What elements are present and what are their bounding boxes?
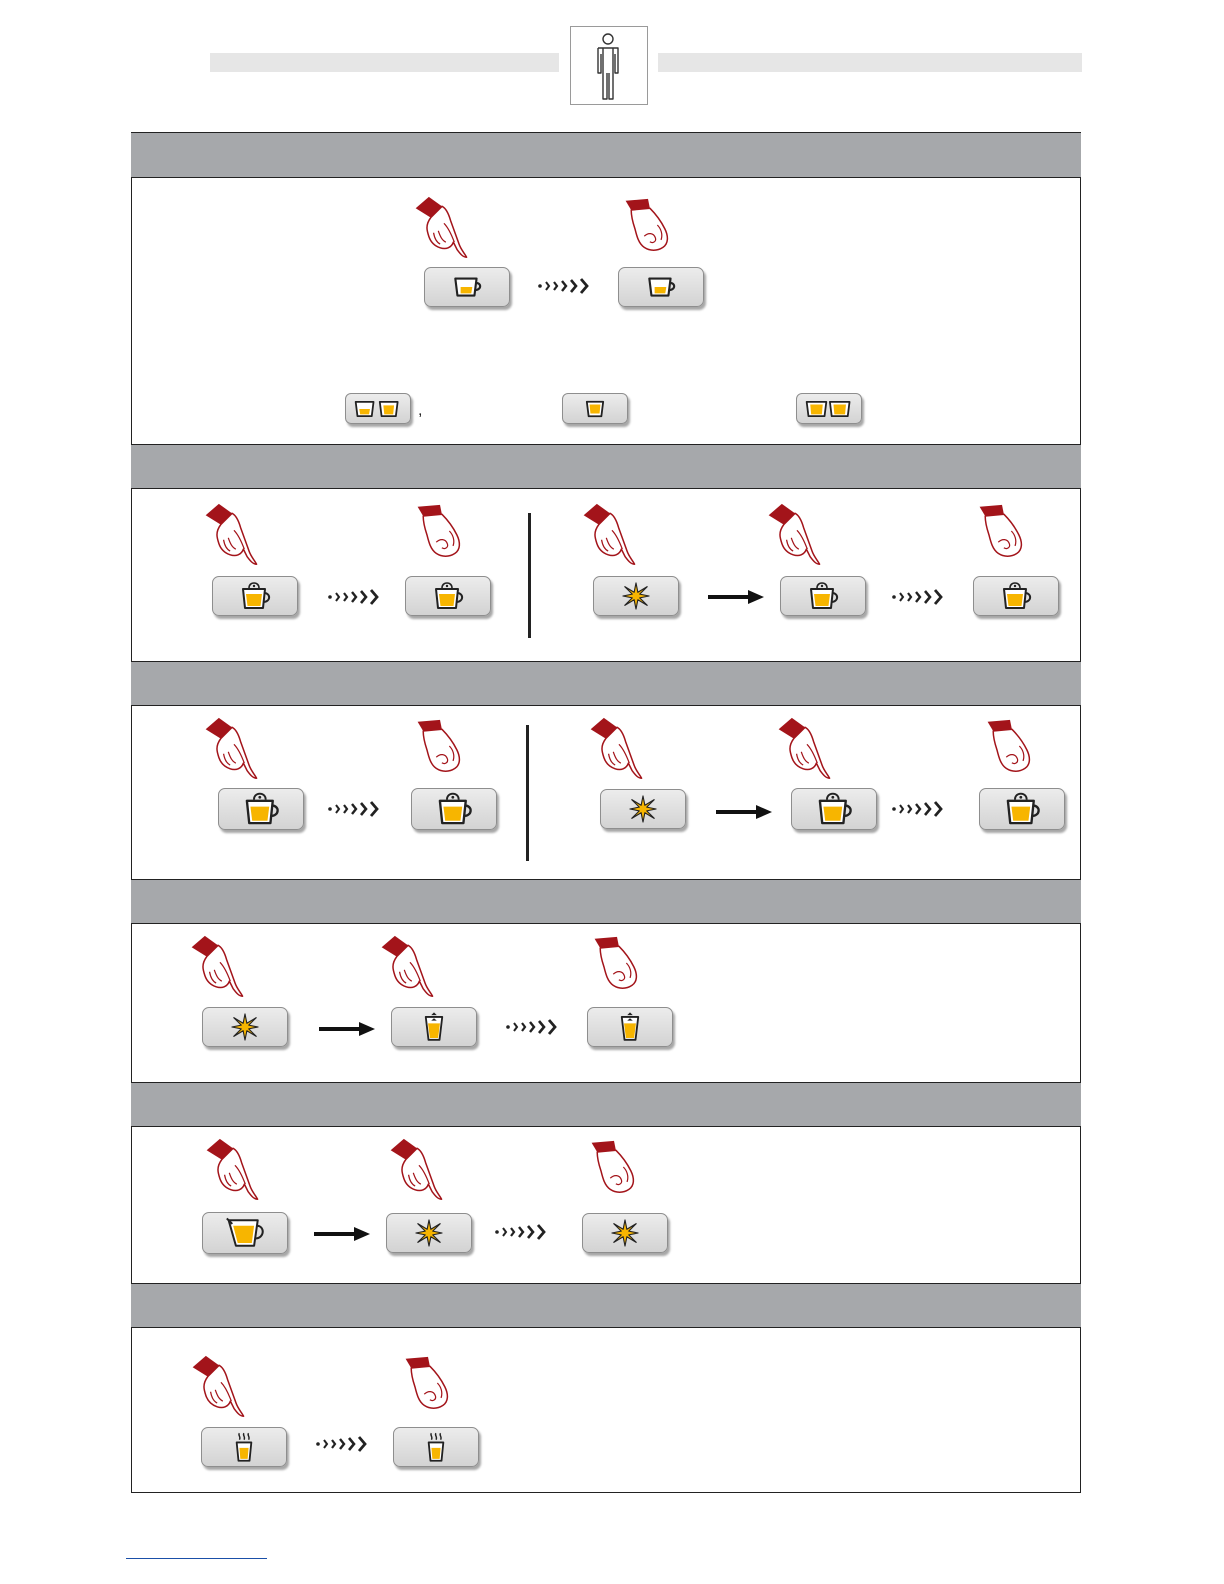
section-header-1 xyxy=(131,132,1081,178)
large-cappuccino-key[interactable] xyxy=(791,788,877,830)
header-bar-right xyxy=(658,53,1082,72)
espresso-key[interactable] xyxy=(424,267,510,307)
released-hand-icon xyxy=(412,718,468,774)
star-key-icon xyxy=(231,1013,259,1041)
pressing-hand-icon xyxy=(376,934,442,1000)
double-cup-key[interactable] xyxy=(796,393,862,424)
double-espresso-key[interactable] xyxy=(345,393,411,424)
pressing-hand-icon xyxy=(773,716,839,782)
pressing-hand-icon xyxy=(763,502,829,568)
star-key-icon xyxy=(622,582,650,610)
solid-arrow-icon xyxy=(312,1224,372,1244)
dotted-arrow-icon xyxy=(494,1222,554,1242)
section-header-6 xyxy=(131,1283,1081,1328)
cappuccino-cup-icon xyxy=(238,581,272,611)
solid-arrow-icon xyxy=(706,587,766,607)
dotted-arrow-icon xyxy=(315,1434,375,1454)
large-cappuccino-cup-icon xyxy=(1002,791,1042,827)
double-cup-icon xyxy=(804,398,854,420)
cappuccino-cup-icon xyxy=(999,581,1033,611)
star-key-icon xyxy=(415,1219,443,1247)
star-key[interactable] xyxy=(582,1213,668,1253)
large-cappuccino-cup-icon xyxy=(814,791,854,827)
star-key-icon xyxy=(611,1219,639,1247)
dotted-arrow-icon xyxy=(505,1017,565,1037)
pressing-hand-icon xyxy=(585,716,651,782)
small-cup-icon xyxy=(584,399,606,419)
espresso-cup-icon xyxy=(450,274,484,300)
milk-jug-key[interactable] xyxy=(202,1212,288,1254)
hot-water-key[interactable] xyxy=(393,1427,479,1467)
milk-jug-icon xyxy=(225,1216,265,1250)
star-key[interactable] xyxy=(593,576,679,616)
small-cup-key[interactable] xyxy=(562,393,628,424)
user-box xyxy=(570,26,648,105)
star-key-icon xyxy=(629,795,657,823)
large-cappuccino-cup-icon xyxy=(241,791,281,827)
large-cappuccino-key[interactable] xyxy=(979,788,1065,830)
released-hand-icon xyxy=(982,718,1038,774)
separator-comma: , xyxy=(418,402,423,419)
section-divider xyxy=(526,725,529,861)
latte-key[interactable] xyxy=(391,1007,477,1047)
person-icon xyxy=(571,27,647,104)
cappuccino-key[interactable] xyxy=(405,576,491,616)
espresso-cup-icon xyxy=(644,274,678,300)
pressing-hand-icon xyxy=(578,502,644,568)
pressing-hand-icon xyxy=(385,1137,451,1203)
section-header-3 xyxy=(131,661,1081,706)
cappuccino-cup-icon xyxy=(431,581,465,611)
solid-arrow-icon xyxy=(317,1019,377,1039)
star-key[interactable] xyxy=(202,1007,288,1047)
hot-water-icon xyxy=(425,1431,447,1463)
cappuccino-key[interactable] xyxy=(212,576,298,616)
star-key[interactable] xyxy=(600,789,686,829)
cappuccino-key[interactable] xyxy=(973,576,1059,616)
hot-water-key[interactable] xyxy=(201,1427,287,1467)
star-key[interactable] xyxy=(386,1213,472,1253)
pressing-hand-icon xyxy=(201,1137,267,1203)
header-bar-left xyxy=(210,53,559,72)
latte-glass-icon xyxy=(423,1012,445,1042)
latte-glass-icon xyxy=(619,1012,641,1042)
dotted-arrow-icon xyxy=(891,587,951,607)
solid-arrow-icon xyxy=(714,802,774,822)
pressing-hand-icon xyxy=(186,934,252,1000)
pressing-hand-icon xyxy=(187,1354,253,1420)
section-header-4 xyxy=(131,879,1081,924)
dotted-arrow-icon xyxy=(327,587,387,607)
released-hand-icon xyxy=(620,197,676,253)
released-hand-icon xyxy=(974,503,1030,559)
released-hand-icon xyxy=(412,503,468,559)
large-cappuccino-key[interactable] xyxy=(218,788,304,830)
cappuccino-key[interactable] xyxy=(780,576,866,616)
section-header-5 xyxy=(131,1082,1081,1127)
pressing-hand-icon xyxy=(200,502,266,568)
dotted-arrow-icon xyxy=(891,799,951,819)
pressing-hand-icon xyxy=(200,716,266,782)
cappuccino-cup-icon xyxy=(806,581,840,611)
double-espresso-icon xyxy=(353,398,403,420)
dotted-arrow-icon xyxy=(327,799,387,819)
pressing-hand-icon xyxy=(410,195,476,261)
footer-rule xyxy=(126,1558,267,1559)
released-hand-icon xyxy=(586,1139,642,1195)
large-cappuccino-cup-icon xyxy=(434,791,474,827)
large-cappuccino-key[interactable] xyxy=(411,788,497,830)
section-header-2 xyxy=(131,444,1081,489)
released-hand-icon xyxy=(400,1355,456,1411)
espresso-key[interactable] xyxy=(618,267,704,307)
section-divider xyxy=(528,513,531,638)
dotted-arrow-icon xyxy=(537,276,597,296)
released-hand-icon xyxy=(589,935,645,991)
latte-key[interactable] xyxy=(587,1007,673,1047)
hot-water-icon xyxy=(233,1431,255,1463)
